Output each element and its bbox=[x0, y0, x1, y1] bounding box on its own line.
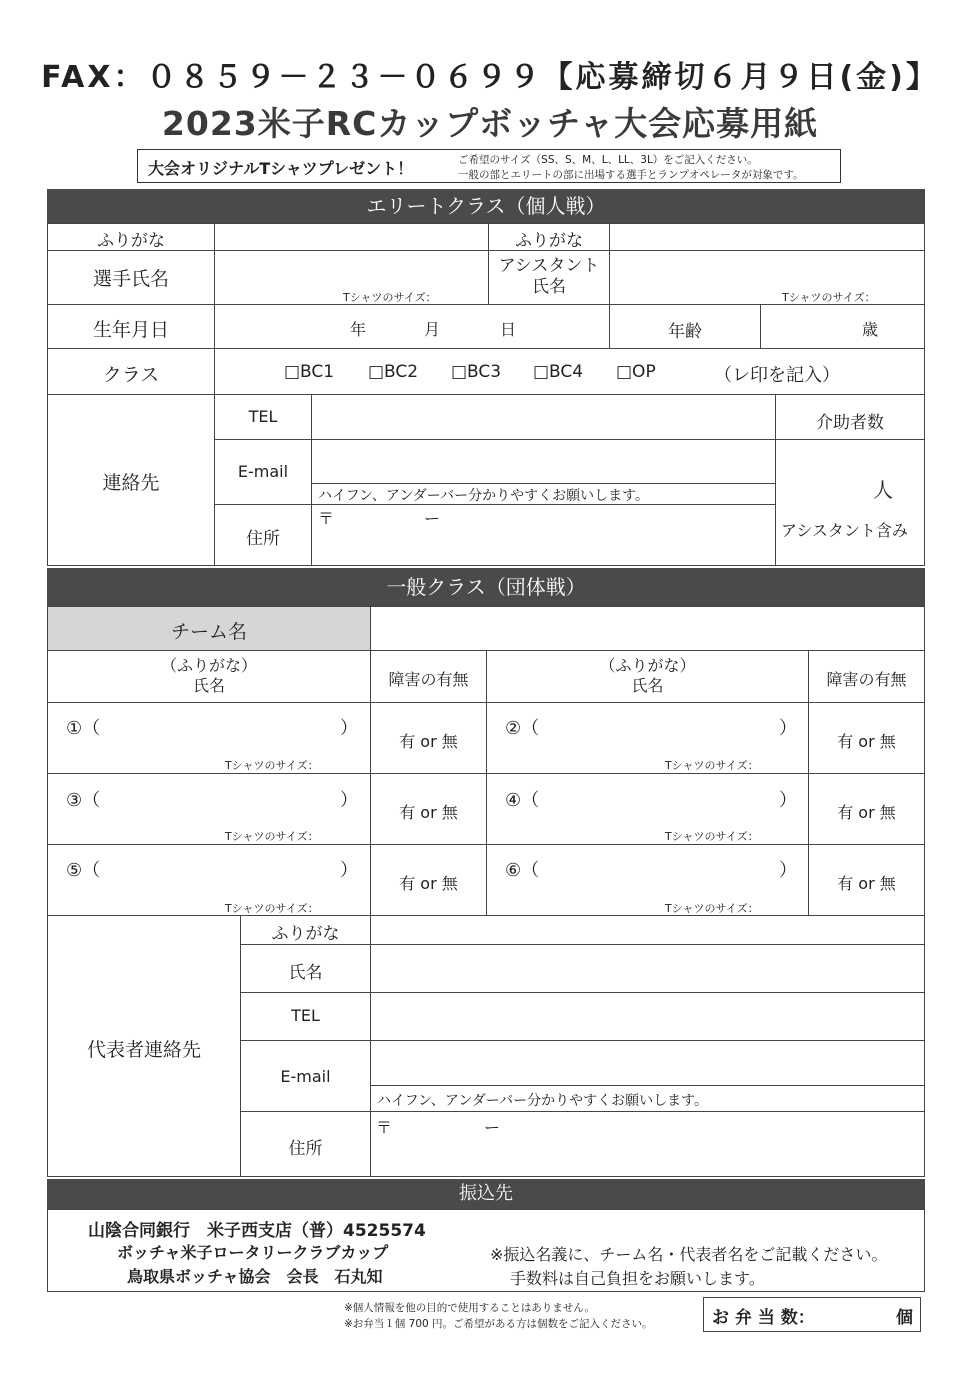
transfer-bank-account: 山陰合同銀行 米子西支店（普）4525574 bbox=[88, 1221, 426, 1241]
elite-birthdate-label: 生年月日 bbox=[92, 319, 169, 341]
disability-header-right: 障害の有無 bbox=[826, 670, 907, 689]
elite-player-furigana-field[interactable] bbox=[214, 223, 489, 251]
rep-furigana-field[interactable] bbox=[370, 915, 925, 945]
elite-email-label: E-mail bbox=[237, 462, 289, 481]
rep-postal-mark: 〒 bbox=[376, 1118, 393, 1137]
elite-assistant-furigana-field[interactable] bbox=[609, 223, 925, 251]
team-name-field[interactable] bbox=[370, 606, 925, 651]
transfer-account-holder: ボッチャ米子ロータリークラブカップ bbox=[117, 1243, 389, 1262]
class-option-bc3[interactable]: □BC3 bbox=[451, 362, 502, 382]
elite-email-note: ハイフン、アンダーバー分かりやすくお願いします。 bbox=[318, 488, 649, 504]
member-3-tshirt-size: Tシャツのサイズ： bbox=[225, 830, 319, 843]
elite-birthdate-field[interactable] bbox=[214, 304, 610, 349]
privacy-note: ※個人情報を他の目的で使用することはありません。 bbox=[344, 1302, 595, 1314]
elite-age-unit: 歳 bbox=[862, 320, 879, 339]
member-5-disability: 有 or 無 bbox=[399, 874, 458, 893]
rep-email-label: E-mail bbox=[280, 1067, 331, 1086]
rep-tel-field[interactable] bbox=[370, 992, 925, 1041]
tshirt-notice-lead: 大会オリジナルTシャツプレゼント！ bbox=[148, 159, 414, 178]
general-section-header: 一般クラス（団体戦） bbox=[47, 568, 925, 606]
elite-address-label: 住所 bbox=[246, 529, 280, 549]
class-option-bc4[interactable]: □BC4 bbox=[533, 362, 584, 382]
member-5-close: ） bbox=[340, 860, 358, 881]
class-option-bc1[interactable]: □BC1 bbox=[284, 362, 335, 382]
member-4-number: ④（ bbox=[505, 790, 540, 811]
rep-email-field[interactable] bbox=[370, 1040, 925, 1086]
elite-player-tshirt-size: Tシャツのサイズ： bbox=[343, 291, 437, 304]
elite-assistant-name-label: アシスタント 氏名 bbox=[498, 256, 600, 297]
rep-postal-dash: ー bbox=[484, 1118, 501, 1137]
fax-deadline-line: FAX：０８５９－２３－０６９９【応募締切６月９日(金)】 bbox=[41, 60, 939, 95]
elite-assistant-furigana-label: ふりがな bbox=[515, 231, 583, 251]
transfer-name-note: ※振込名義に、チーム名・代表者名をご記載ください。 bbox=[490, 1245, 888, 1264]
elite-email-field[interactable] bbox=[311, 439, 776, 484]
tshirt-notice-eligibility: 一般の部とエリートの部に出場する選手とランプオペレータが対象です。 bbox=[458, 169, 804, 181]
elite-age-field[interactable] bbox=[760, 304, 925, 349]
member-6-tshirt-size: Tシャツのサイズ： bbox=[665, 902, 759, 915]
elite-player-name-label: 選手氏名 bbox=[92, 268, 169, 290]
member-6-close: ） bbox=[779, 860, 797, 881]
rep-address-field[interactable] bbox=[370, 1111, 925, 1177]
member-3-number: ③（ bbox=[66, 790, 101, 811]
rep-contact-label: 代表者連絡先 bbox=[86, 1039, 201, 1061]
member-3-disability: 有 or 無 bbox=[399, 803, 458, 822]
member-2-tshirt-size: Tシャツのサイズ： bbox=[665, 759, 759, 772]
member-name-header-right: （ふりがな） 氏名 bbox=[599, 656, 696, 695]
member-2-disability: 有 or 無 bbox=[837, 732, 896, 751]
member-6-number: ⑥（ bbox=[505, 860, 540, 881]
elite-birth-year: 年 bbox=[350, 320, 367, 339]
member-2-close: ） bbox=[779, 718, 797, 739]
disability-header-left: 障害の有無 bbox=[388, 670, 469, 689]
tshirt-notice bbox=[137, 149, 841, 183]
elite-furigana-label: ふりがな bbox=[97, 231, 165, 251]
elite-postal-mark: 〒 bbox=[318, 509, 335, 528]
elite-section-header: エリートクラス（個人戦） bbox=[47, 189, 925, 223]
class-option-bc2[interactable]: □BC2 bbox=[368, 362, 419, 382]
team-name-label: チーム名 bbox=[170, 621, 247, 643]
member-3-close: ） bbox=[340, 790, 358, 811]
elite-contact-label: 連絡先 bbox=[102, 472, 160, 494]
elite-birth-day: 日 bbox=[500, 320, 517, 339]
elite-tel-label: TEL bbox=[248, 407, 278, 426]
elite-helpers-note: アシスタント含み bbox=[781, 521, 908, 540]
rep-tel-label: TEL bbox=[291, 1006, 320, 1025]
elite-assistant-tshirt-size: Tシャツのサイズ： bbox=[782, 291, 876, 304]
lunch-count-label: お 弁 当 数： bbox=[712, 1308, 815, 1328]
member-name-header-left: （ふりがな） 氏名 bbox=[160, 656, 257, 695]
member-1-close: ） bbox=[340, 718, 358, 739]
member-4-disability: 有 or 無 bbox=[837, 803, 896, 822]
member-1-tshirt-size: Tシャツのサイズ： bbox=[225, 759, 319, 772]
lunch-count-unit: 個 bbox=[896, 1308, 913, 1328]
rep-address-label: 住所 bbox=[288, 1139, 323, 1159]
member-5-number: ⑤（ bbox=[66, 860, 101, 881]
lunch-price-note: ※お弁当１個 700 円。ご希望がある方は個数をご記入ください。 bbox=[344, 1318, 653, 1330]
form-title: 2023米子RCカップボッチャ大会応募用紙 bbox=[161, 104, 819, 143]
elite-age-label: 年齢 bbox=[668, 322, 702, 342]
transfer-section-header: 振込先 bbox=[47, 1179, 925, 1209]
elite-assistant-name-field[interactable] bbox=[609, 250, 925, 305]
elite-helpers-unit: 人 bbox=[873, 478, 893, 502]
elite-tel-field[interactable] bbox=[311, 394, 776, 440]
elite-helpers-field[interactable] bbox=[775, 439, 925, 566]
elite-postal-dash: ー bbox=[424, 509, 441, 528]
rep-furigana-label: ふりがな bbox=[271, 924, 340, 944]
rep-name-label: 氏名 bbox=[288, 963, 323, 983]
elite-birth-month: 月 bbox=[424, 320, 441, 339]
rep-email-note: ハイフン、アンダーバー分かりやすくお願いします。 bbox=[377, 1093, 708, 1109]
member-1-number: ①（ bbox=[66, 718, 101, 739]
transfer-fee-note: 手数料は自己負担をお願いします。 bbox=[510, 1269, 765, 1288]
elite-address-field[interactable] bbox=[311, 504, 776, 566]
member-6-disability: 有 or 無 bbox=[837, 874, 896, 893]
member-4-close: ） bbox=[779, 790, 797, 811]
member-2-number: ②（ bbox=[505, 718, 540, 739]
transfer-association: 鳥取県ボッチャ協会 会長 石丸知 bbox=[127, 1267, 383, 1286]
rep-name-field[interactable] bbox=[370, 944, 925, 993]
elite-class-label: クラス bbox=[102, 364, 160, 386]
member-1-disability: 有 or 無 bbox=[399, 732, 458, 751]
class-option-op[interactable]: □OP bbox=[616, 362, 656, 382]
tshirt-notice-sizes: ご希望のサイズ（SS、S、M、L、LL、3L）をご記入ください。 bbox=[458, 154, 758, 166]
elite-helpers-label: 介助者数 bbox=[816, 413, 884, 433]
member-5-tshirt-size: Tシャツのサイズ： bbox=[225, 902, 319, 915]
class-check-note: （レ印を記入） bbox=[714, 365, 840, 386]
member-4-tshirt-size: Tシャツのサイズ： bbox=[665, 830, 759, 843]
